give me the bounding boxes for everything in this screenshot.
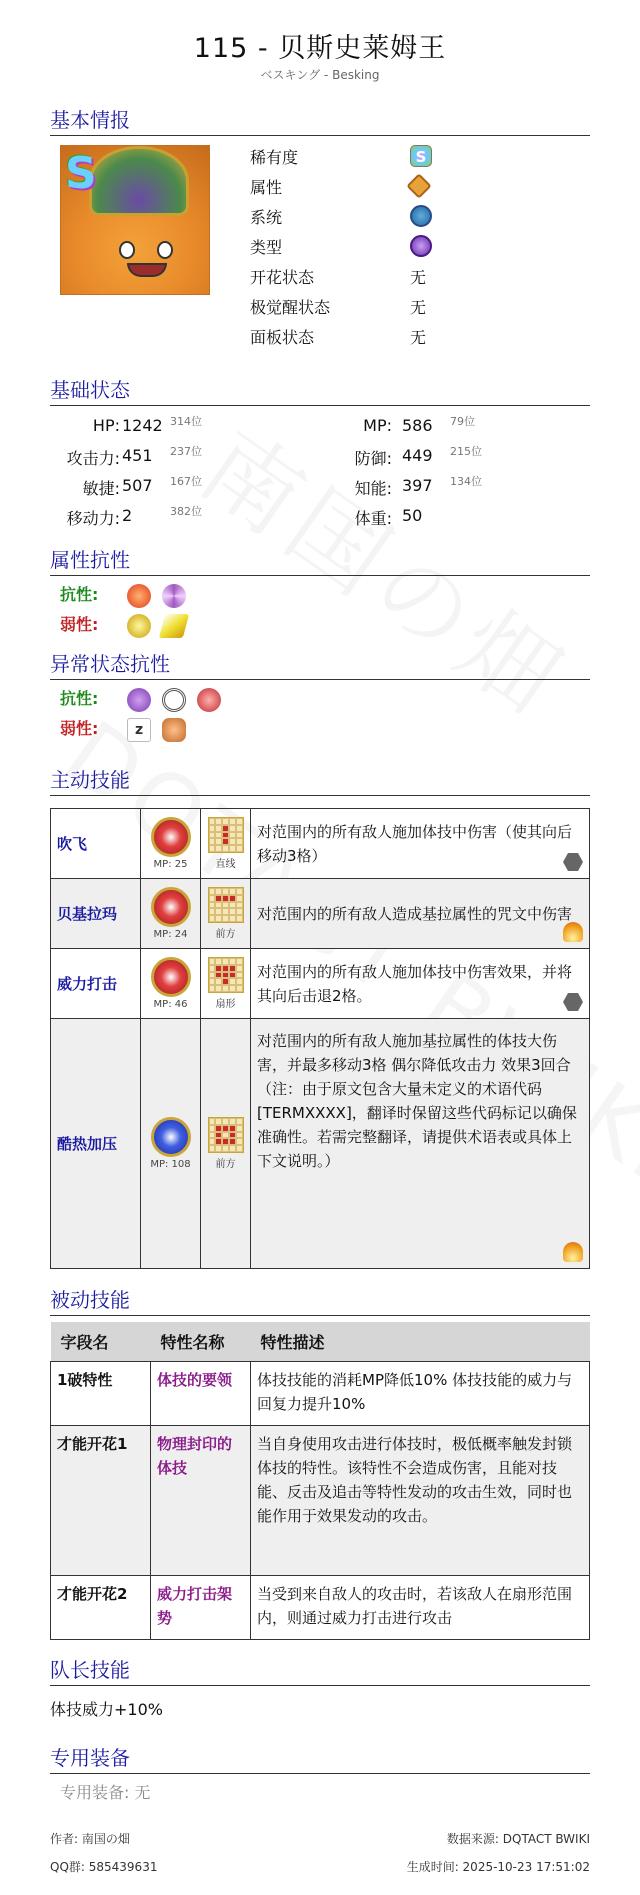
passive-label: 才能开花1 bbox=[51, 1426, 151, 1576]
status-resist-row bbox=[60, 686, 227, 712]
skill-icon-cell bbox=[141, 1019, 201, 1269]
skill-desc: 对范围内的所有敌人施加基拉属性的体技大伤害，并最多移动3格 偶尔降低攻击力 效果3回合（注：由于原文包含大量未定义的术语代码[TERMXXXX]，翻译时保留这些代码标记以确保准确性。若需完整翻译，请提供术语表或具体上下文说明。） bbox=[257, 1032, 577, 1170]
stat-rank: 79位 bbox=[450, 415, 475, 428]
status-weak-row bbox=[60, 716, 192, 742]
stat-value: 1242 bbox=[122, 416, 163, 435]
wind-icon bbox=[162, 584, 186, 608]
stat-rank: 382位 bbox=[170, 505, 202, 518]
skill-desc: 对范围内的所有敌人造成基拉属性的咒文中伤害 bbox=[257, 904, 573, 923]
paralysis-icon bbox=[162, 718, 186, 742]
info-label: 类型 bbox=[250, 238, 283, 257]
rarity-s-badge: S bbox=[65, 148, 97, 199]
stat-label: MP: bbox=[363, 416, 392, 435]
passive-desc: 当自身使用攻击进行体技时，极低概率触发封锁体技的特性。该特性不会造成伤害，且能对技能、反击及追击等特性发动的攻击生效，同时也能作用于效果发动的攻击。 bbox=[251, 1426, 590, 1576]
section-leader-skill: 队长技能 bbox=[50, 1654, 590, 1686]
seal-icon bbox=[162, 688, 186, 712]
stat-label: 敏捷: bbox=[82, 479, 120, 498]
element-icon bbox=[410, 175, 428, 195]
skill-desc-cell bbox=[251, 879, 590, 949]
fire-type-icon bbox=[563, 922, 583, 942]
poison-icon bbox=[127, 688, 151, 712]
info-label: 稀有度 bbox=[250, 148, 299, 167]
crown-icon bbox=[89, 146, 189, 216]
passive-row bbox=[51, 1362, 590, 1426]
passive-label: 才能开花2 bbox=[51, 1576, 151, 1640]
stat-label: 体重: bbox=[354, 509, 392, 528]
passive-skills-table bbox=[50, 1322, 590, 1640]
info-row-bloom bbox=[250, 265, 550, 295]
physical-icon bbox=[563, 852, 583, 872]
skill-range-label: 扇形 bbox=[215, 999, 236, 1010]
info-row-rarity bbox=[250, 145, 550, 175]
skill-mp: MP: 24 bbox=[153, 929, 188, 940]
range-grid bbox=[208, 1117, 244, 1153]
skill-icon-cell bbox=[141, 879, 201, 949]
section-active-skills: 主动技能 bbox=[50, 764, 590, 796]
stat-rank: 237位 bbox=[170, 445, 202, 458]
skill-desc-cell bbox=[251, 1019, 590, 1269]
resist-label: 抗性: bbox=[60, 585, 99, 604]
stat-rank: 215位 bbox=[450, 445, 482, 458]
stat-value: 397 bbox=[402, 476, 433, 495]
skill-icon-cell bbox=[141, 809, 201, 879]
skill-name: 威力打击 bbox=[51, 949, 141, 1019]
weak-label: 弱性: bbox=[60, 719, 99, 738]
range-grid bbox=[208, 817, 244, 853]
passive-header-row bbox=[51, 1322, 590, 1362]
ultimate-skill-icon bbox=[151, 1117, 191, 1157]
element-weak-row bbox=[60, 612, 192, 638]
leader-skill-text: 体技威力+10% bbox=[50, 1700, 163, 1719]
skill-range-label: 前方 bbox=[215, 929, 236, 940]
stat-label: 防御: bbox=[354, 449, 392, 468]
skill-range-cell bbox=[201, 809, 251, 879]
info-row-system bbox=[250, 205, 550, 235]
sleep-icon: z bbox=[127, 718, 151, 742]
footer-qq: QQ群: 585439631 bbox=[50, 1860, 158, 1874]
charm-icon bbox=[197, 688, 221, 712]
skill-row bbox=[51, 1019, 590, 1269]
passive-row bbox=[51, 1576, 590, 1640]
info-row-element bbox=[250, 175, 550, 205]
passive-header: 特性描述 bbox=[251, 1322, 590, 1362]
stat-label: 知能: bbox=[354, 479, 392, 498]
stat-label: 攻击力: bbox=[66, 449, 120, 468]
info-label: 面板状态 bbox=[250, 328, 315, 347]
skill-desc: 对范围内的所有敌人施加体技中伤害（使其向后移动3格） bbox=[257, 822, 573, 865]
spell-skill-icon bbox=[151, 887, 191, 927]
stat-value: 50 bbox=[402, 506, 423, 525]
passive-label: 1破特性 bbox=[51, 1362, 151, 1426]
system-icon bbox=[410, 205, 432, 227]
stat-rank: 134位 bbox=[450, 475, 482, 488]
skill-mp: MP: 108 bbox=[150, 1159, 191, 1170]
passive-desc: 当受到来自敌人的攻击时，若该敌人在扇形范围内，则通过威力打击进行攻击 bbox=[251, 1576, 590, 1640]
passive-header: 特性名称 bbox=[151, 1322, 251, 1362]
skill-row bbox=[51, 879, 590, 949]
range-grid bbox=[208, 887, 244, 923]
skill-mp: MP: 46 bbox=[153, 999, 188, 1010]
passive-name: 物理封印的体技 bbox=[151, 1426, 251, 1576]
skill-range-label: 直线 bbox=[215, 859, 236, 870]
skill-desc-cell bbox=[251, 949, 590, 1019]
fire-icon bbox=[127, 584, 151, 608]
info-label: 系统 bbox=[250, 208, 283, 227]
rarity-s-icon: S bbox=[410, 145, 432, 167]
fire-type-icon bbox=[563, 1242, 583, 1262]
thunder-icon bbox=[159, 614, 189, 638]
page-title: 115 - 贝斯史莱姆王 bbox=[193, 33, 447, 64]
right-eye bbox=[157, 241, 173, 259]
left-eye bbox=[119, 241, 135, 259]
page-subtitle: ベスキング - Besking bbox=[260, 68, 380, 82]
range-grid bbox=[208, 957, 244, 993]
physical-skill-icon bbox=[151, 817, 191, 857]
stat-rank: 167位 bbox=[170, 475, 202, 488]
skill-range-cell bbox=[201, 879, 251, 949]
element-resist-row bbox=[60, 582, 192, 608]
skill-name: 吹飞 bbox=[51, 809, 141, 879]
passive-name: 体技的要领 bbox=[151, 1362, 251, 1426]
info-row-type bbox=[250, 235, 550, 265]
section-status-res: 异常状态抗性 bbox=[50, 648, 590, 680]
section-basic-info: 基本情报 bbox=[50, 104, 590, 136]
info-value: 无 bbox=[410, 298, 427, 317]
physical-icon bbox=[563, 992, 583, 1012]
info-row-awaken bbox=[250, 295, 550, 325]
exclusive-equip-text: 专用装备: 无 bbox=[60, 1783, 151, 1802]
passive-name: 威力打击架势 bbox=[151, 1576, 251, 1640]
section-exclusive-equip: 专用装备 bbox=[50, 1742, 590, 1774]
resist-label: 抗性: bbox=[60, 689, 99, 708]
stat-value: 507 bbox=[122, 476, 153, 495]
passive-header: 字段名 bbox=[51, 1322, 151, 1362]
passive-desc: 体技技能的消耗MP降低10% 体技技能的威力与回复力提升10% bbox=[251, 1362, 590, 1426]
stat-label: HP: bbox=[92, 416, 120, 435]
stat-label: 移动力: bbox=[66, 509, 120, 528]
monster-portrait bbox=[60, 145, 210, 295]
skill-name: 酷热加压 bbox=[51, 1019, 141, 1269]
stat-rank: 314位 bbox=[170, 415, 202, 428]
skill-mp: MP: 25 bbox=[153, 859, 188, 870]
info-label: 开花状态 bbox=[250, 268, 315, 287]
stat-value: 2 bbox=[122, 506, 133, 525]
skill-range-cell bbox=[201, 1019, 251, 1269]
passive-row bbox=[51, 1426, 590, 1576]
section-base-stats: 基础状态 bbox=[50, 374, 590, 406]
skill-icon-cell bbox=[141, 949, 201, 1019]
section-element-res: 属性抗性 bbox=[50, 544, 590, 576]
info-label: 极觉醒状态 bbox=[250, 298, 331, 317]
stat-value: 451 bbox=[122, 446, 153, 465]
skill-row bbox=[51, 809, 590, 879]
info-value: 无 bbox=[410, 328, 427, 347]
stat-value: 449 bbox=[402, 446, 433, 465]
skill-desc-cell bbox=[251, 809, 590, 879]
slime-face bbox=[113, 241, 183, 277]
weak-label: 弱性: bbox=[60, 615, 99, 634]
info-value: 无 bbox=[410, 268, 427, 287]
light-icon bbox=[127, 614, 151, 638]
info-label: 属性 bbox=[250, 178, 283, 197]
footer-author: 作者: 南国の畑 bbox=[50, 1832, 130, 1846]
skill-name: 贝基拉玛 bbox=[51, 879, 141, 949]
skill-row bbox=[51, 949, 590, 1019]
type-icon bbox=[410, 235, 432, 257]
active-skills-table bbox=[50, 808, 590, 1269]
skill-range-cell bbox=[201, 949, 251, 1019]
footer-generated: 生成时间: 2025-10-23 17:51:02 bbox=[406, 1860, 590, 1874]
stat-value: 586 bbox=[402, 416, 433, 435]
physical-skill-icon bbox=[151, 957, 191, 997]
skill-desc: 对范围内的所有敌人施加体技中伤害效果，并将其向后击退2格。 bbox=[257, 962, 573, 1005]
skill-range-label: 前方 bbox=[215, 1159, 236, 1170]
section-passive-skills: 被动技能 bbox=[50, 1284, 590, 1316]
mouth bbox=[127, 263, 167, 277]
info-row-panel bbox=[250, 325, 550, 355]
footer-source: 数据来源: DQTACT BWIKI bbox=[446, 1832, 590, 1846]
